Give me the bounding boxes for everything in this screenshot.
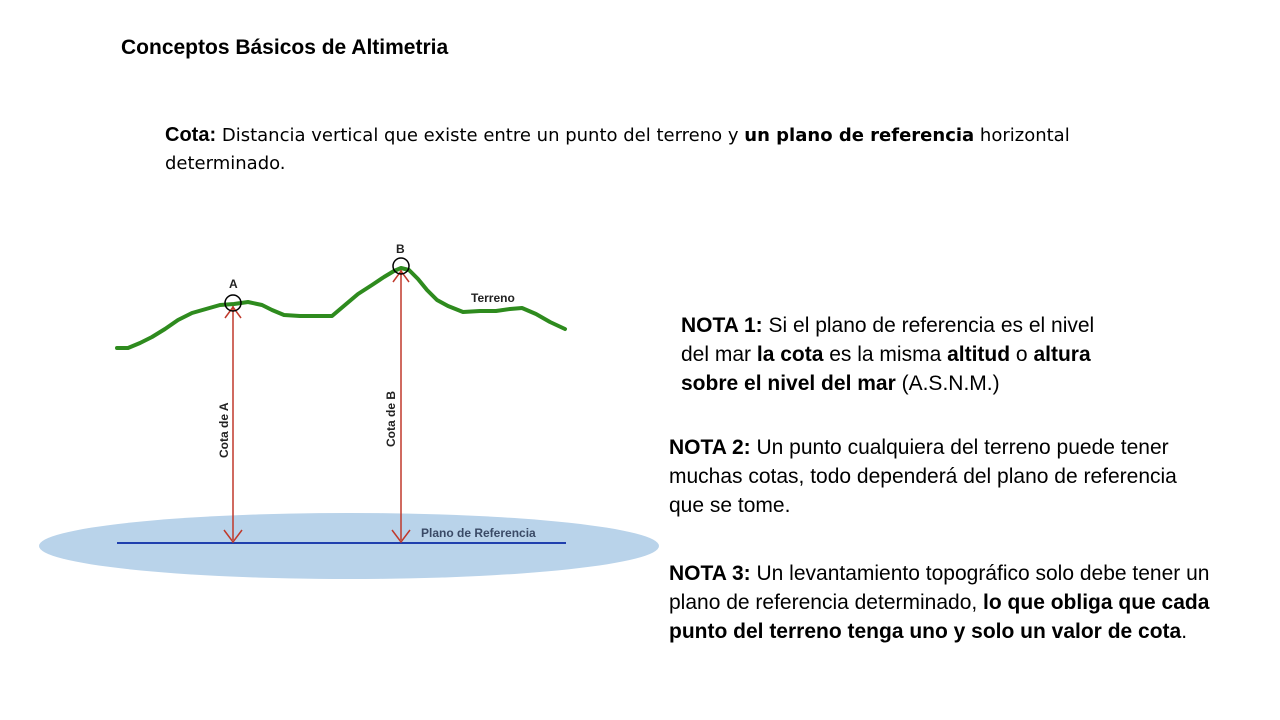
label-point-b: B [396,242,405,256]
label-point-a: A [229,277,238,291]
note-1-line3: (A.S.N.M.) [895,372,1000,395]
note-1-bold-snm: sobre el nivel del mar [681,372,896,395]
note-2-label: NOTA 2: [669,436,751,459]
note-1-line2-o: o [1010,343,1034,366]
reference-plane [39,513,659,579]
note-1-bold-altitud: altitud [947,343,1011,366]
note-2-line1: Un punto cualquiera del terreno puede tener [750,436,1169,459]
note-1 [681,311,1094,398]
note-2-line3: que se tome. [669,494,791,517]
note-1-line1: Si el plano de referencia es el nivel [762,314,1095,337]
note-1-line2-pre: del mar [681,343,757,366]
terrain-line [117,268,565,348]
note-1-line2-mid: es la misma [823,343,948,366]
note-1-label: NOTA 1: [681,314,763,337]
note-3-line2-pre: plano de referencia determinado, [669,591,984,614]
definition-term: Cota: [165,124,217,146]
note-3-line3-bold: punto del terreno tenga uno y solo un valor de cota [669,620,1182,643]
definition-text-1: Distancia vertical que existe entre un punto del terreno y [216,125,745,146]
note-3-line3-end: . [1181,620,1188,643]
label-cota-a: Cota de A [217,402,231,458]
definition-text-3: determinado. [165,153,286,174]
note-3-label: NOTA 3: [669,562,751,585]
label-cota-b: Cota de B [384,390,398,447]
note-3-line2-bold: lo que obliga que cada [983,591,1210,614]
label-plane: Plano de Referencia [421,526,536,540]
page-title: Conceptos Básicos de Altimetria [121,36,449,59]
definition-bold: un plano de referencia [744,125,975,146]
definition-text-2: horizontal [974,125,1070,146]
note-1-bold-cota: la cota [756,343,824,366]
note-2-line2: muchas cotas, todo dependerá del plano de referencia [669,465,1177,488]
note-3-line1: Un levantamiento topográfico solo debe tener un [750,562,1210,585]
note-2 [669,433,1177,520]
note-1-bold-altura: altura [1033,343,1091,366]
note-3 [669,559,1209,646]
label-terrain: Terreno [471,291,515,305]
